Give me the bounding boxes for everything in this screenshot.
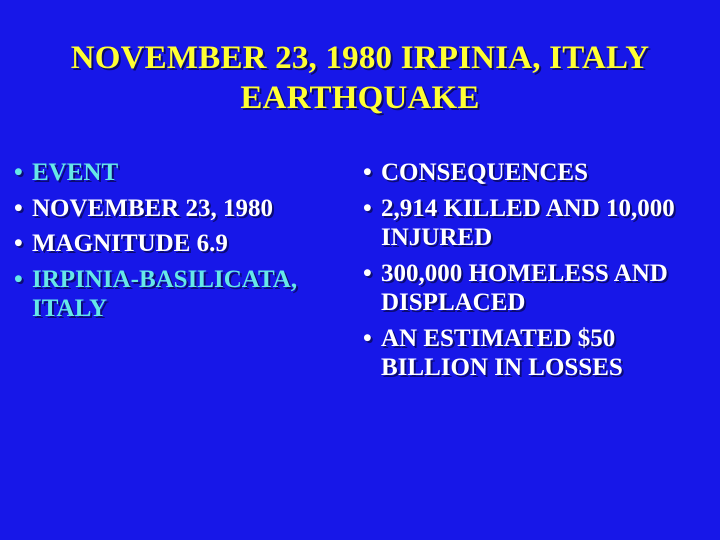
list-item: [14, 229, 341, 259]
list-item-label: CONSEQUENCES: [381, 159, 588, 186]
bullet-icon: •: [363, 324, 372, 352]
right-column: [345, 158, 690, 389]
bullet-icon: •: [14, 230, 23, 257]
bullet-icon: •: [14, 265, 23, 293]
list-item-label: 2,914 KILLED AND 10,000 INJURED: [381, 194, 675, 251]
bullet-icon: •: [14, 194, 23, 222]
list-item-label: 300,000 HOMELESS AND DISPLACED: [381, 259, 668, 316]
list-item-label: AN ESTIMATED $50 BILLION IN LOSSES: [381, 324, 623, 381]
list-item-label: MAGNITUDE 6.9: [32, 230, 228, 257]
list-item: [363, 324, 686, 383]
list-item: [14, 194, 341, 224]
list-item: [14, 265, 341, 324]
list-item-label: IRPINIA-BASILICATA, ITALY: [32, 265, 298, 322]
list-item-label: EVENT: [32, 159, 119, 186]
list-item: [363, 158, 686, 188]
list-item: [363, 259, 686, 318]
bullet-icon: •: [14, 159, 23, 186]
list-item-label: NOVEMBER 23, 1980: [32, 194, 273, 222]
left-column: [0, 158, 345, 330]
bullet-icon: •: [363, 159, 372, 186]
bullet-icon: •: [363, 259, 372, 287]
list-item: [363, 194, 686, 253]
slide-title: NOVEMBER 23, 1980 IRPINIA, ITALY EARTHQUAKE: [70, 40, 650, 117]
bullet-icon: •: [363, 194, 372, 222]
slide-body: [0, 158, 720, 389]
list-item: [14, 158, 341, 188]
